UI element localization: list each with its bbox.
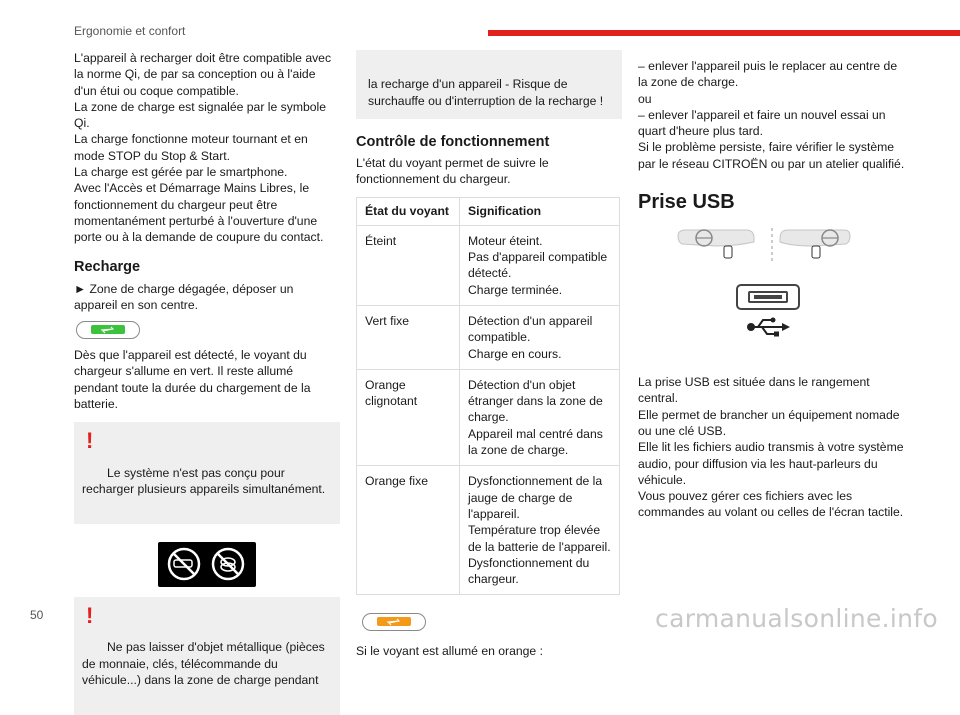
usb-description: La prise USB est située dans le rangement central. Elle permet de brancher un équipement nomade ou une clé USB. Elle lit les fichiers audio transmis à votre système audio, pour diffusion via les haut-parleurs du véhicule. Vous pouvez gérer ces fichiers avec les commandes au volant ou celles de l'écran tactile.	[638, 375, 904, 520]
warning-text: la recharge d'un appareil - Risque de surchauffe ou d'interruption de la recharge !	[368, 77, 604, 108]
warning-box-multiple-devices	[74, 422, 340, 523]
table-cell: Vert fixe	[357, 305, 460, 369]
orange-steps-text: – enlever l'appareil puis le replacer au centre de la zone de charge. ou – enlever l'appareil et faire un nouvel essai un quart d'heure plus tard. Si le problème persiste, faire vérifier le système par le réseau CITROËN ou par un atelier qualifié.	[638, 59, 905, 171]
header-accent-bar	[488, 30, 960, 36]
exclamation-icon: !	[86, 428, 94, 454]
table-cell: Éteint	[357, 225, 460, 305]
table-row	[357, 466, 620, 595]
table-cell: Moteur éteint. Pas d'appareil compatible détecté. Charge terminée.	[460, 225, 620, 305]
warning-box-continued	[356, 50, 622, 119]
column-2	[356, 50, 622, 660]
usb-heading: Prise USB	[638, 191, 735, 214]
usb-location-icon	[676, 228, 852, 264]
table-row	[357, 305, 620, 369]
watermark: carmanualsonline.info	[655, 604, 938, 633]
table-header: Signification	[460, 198, 620, 225]
orange-led-text: Si le voyant est allumé en orange :	[356, 644, 543, 659]
table-row	[357, 369, 620, 465]
page-number: 50	[30, 608, 44, 622]
table-header: État du voyant	[357, 198, 460, 225]
column-3	[638, 50, 908, 521]
usb-port-icon	[736, 284, 800, 310]
table-header-row	[357, 198, 620, 225]
table-cell: Orange clignotant	[357, 369, 460, 465]
usb-symbol-icon	[746, 316, 790, 338]
function-check-heading: Contrôle de fonctionnement	[356, 133, 550, 150]
exclamation-icon: !	[86, 602, 94, 628]
led-status-table	[356, 197, 620, 595]
qi-intro-text: L'appareil à recharger doit être compatible avec la norme Qi, de par sa conception ou à l'aide d'un étui ou coque compatible. La zone de charge est signalée par le symbole Qi. La charge fonctionne moteur tournant et en mode STOP du Stop & Start. La charge est gérée par le smartphone. Avec l'Accès et Démarrage Mains Libres, le fonctionnement du chargeur peut être momentanément perturbé à l'ouverture d'une porte ou à la demande de coupure du contact.	[74, 51, 332, 245]
no-metal-objects-icon	[158, 542, 256, 587]
recharge-step: ► Zone de charge dégagée, déposer un appareil en son centre.	[74, 281, 294, 312]
charger-led-green-icon	[76, 321, 140, 339]
table-cell: Orange fixe	[357, 466, 460, 595]
table-row	[357, 225, 620, 305]
function-check-intro: L'état du voyant permet de suivre le fonctionnement du chargeur.	[356, 155, 549, 187]
table-cell: Dysfonctionnement de la jauge de charge de l'appareil. Température trop élevée de la batterie de l'appareil. Dysfonctionnement du chargeur.	[460, 466, 620, 595]
recharge-heading: Recharge	[74, 258, 141, 275]
table-cell: Détection d'un objet étranger dans la zone de charge. Appareil mal centré dans la zone de charge.	[460, 369, 620, 465]
detected-text: Dès que l'appareil est détecté, le voyant du chargeur s'allume en vert. Il reste allumé pendant toute la durée du chargement de la batterie.	[74, 348, 311, 412]
warning-text: Ne pas laisser d'objet métallique (pièces de monnaie, clés, télécommande du véhicule...) dans la zone de charge pendant	[82, 640, 325, 688]
charger-led-orange-icon	[362, 613, 426, 631]
column-1	[74, 50, 340, 715]
warning-text: Le système n'est pas conçu pour recharger plusieurs appareils simultanément.	[82, 465, 326, 497]
warning-box-metal-objects	[74, 597, 340, 715]
table-cell: Détection d'un appareil compatible. Charge en cours.	[460, 305, 620, 369]
section-title: Ergonomie et confort	[74, 24, 186, 38]
